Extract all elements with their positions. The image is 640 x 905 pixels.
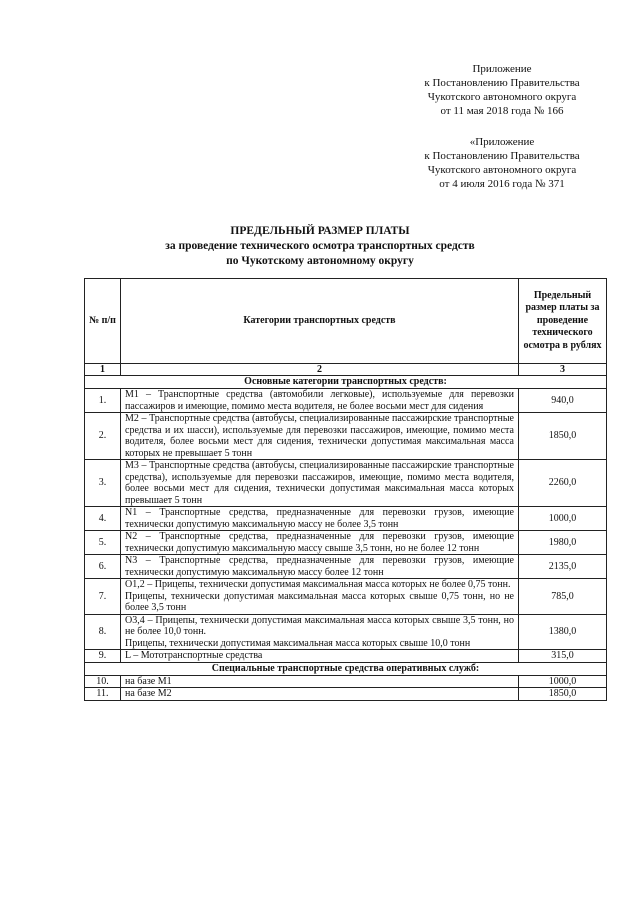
document-title — [0, 224, 640, 269]
table-row — [85, 413, 607, 460]
header-category: Категории транспортных средств — [121, 279, 519, 364]
row-category: N3 – Транспортные средства, предназначенные для перевозки грузов, имеющие технически допустимую максимальную массу более 12 тонн — [121, 555, 519, 579]
appendix-line: Чукотского автономного округа — [427, 91, 577, 103]
table-row — [85, 460, 607, 507]
column-index: 3 — [519, 364, 607, 376]
appendix-line: к Постановлению Правительства — [424, 77, 580, 89]
row-category-part: Прицепы, технически допустимая максимальная масса которых свыше 10,0 тонн — [125, 637, 471, 649]
appendix-line: к Постановлению Правительства — [424, 150, 580, 162]
column-index: 1 — [85, 364, 121, 376]
appendix-header-original — [402, 135, 602, 191]
column-index-row — [85, 364, 607, 376]
column-index: 2 — [121, 364, 519, 376]
section-row-special — [85, 662, 607, 675]
section-title: Специальные транспортные средства оперативных служб: — [85, 662, 607, 675]
fee-table — [84, 278, 607, 701]
appendix-line: «Приложение — [469, 136, 535, 148]
row-category — [121, 614, 519, 650]
section-row-main — [85, 376, 607, 389]
title-line: за проведение технического осмотра транспортных средств — [165, 240, 475, 252]
row-price: 2135,0 — [519, 555, 607, 579]
header-number: № п/п — [85, 279, 121, 364]
row-category-part: Прицепы, технически допустимая максимальная масса которых свыше 0,75 тонн, но не более 3,5 тонн — [125, 590, 514, 613]
table-row — [85, 688, 607, 701]
section-title: Основные категории транспортных средств: — [85, 376, 607, 389]
row-category: L – Мототранспортные средства — [121, 650, 519, 663]
row-number: 5. — [85, 531, 121, 555]
row-category: N1 – Транспортные средства, предназначенные для перевозки грузов, имеющие технически допустимую максимальную массу не более 3,5 тонн — [121, 507, 519, 531]
table-row — [85, 507, 607, 531]
row-number: 9. — [85, 650, 121, 663]
row-number: 1. — [85, 389, 121, 413]
row-category — [121, 579, 519, 615]
row-price: 2260,0 — [519, 460, 607, 507]
row-category: М2 – Транспортные средства (автобусы, специализированные пассажирские транспортные средства и их шасси), используемые для перевозки пассажиров, имеющие, помимо места водителя, более восьми мест для сидения, технически допустимая максимальная масса которых не превышает 5 тонн — [121, 413, 519, 460]
appendix-header-current — [402, 62, 602, 118]
row-category-part: О1,2 – Прицепы, технически допустимая максимальная масса которых не более 0,75 тонн. — [125, 579, 511, 590]
row-price: 1850,0 — [519, 688, 607, 701]
table-row — [85, 675, 607, 688]
row-number: 7. — [85, 579, 121, 615]
row-category: М3 – Транспортные средства (автобусы, специализированные пассажирские транспортные средства), используемые для перевозки пассажиров, имеющие, помимо места водителя, более восьми мест для сидения, технически допустимая максимальная масса которых превышает 5 тонн — [121, 460, 519, 507]
row-price: 940,0 — [519, 389, 607, 413]
appendix-date-line: от 4 июля 2016 года № 371 — [439, 178, 565, 190]
row-price: 785,0 — [519, 579, 607, 615]
appendix-line: Приложение — [472, 63, 532, 75]
table-header-row — [85, 279, 607, 364]
row-price: 1850,0 — [519, 413, 607, 460]
title-line: по Чукотскому автономному округу — [226, 255, 414, 267]
table-row — [85, 555, 607, 579]
row-category: на базе М1 — [121, 675, 519, 688]
row-number: 11. — [85, 688, 121, 701]
table-row — [85, 614, 607, 650]
row-price: 1980,0 — [519, 531, 607, 555]
header-price: Предельный размер платы за проведение технического осмотра в рублях — [519, 279, 607, 364]
table-row — [85, 650, 607, 663]
appendix-date-line: от 11 мая 2018 года № 166 — [440, 105, 564, 117]
table-row — [85, 389, 607, 413]
row-number: 8. — [85, 614, 121, 650]
appendix-line: Чукотского автономного округа — [427, 164, 577, 176]
row-price: 315,0 — [519, 650, 607, 663]
row-category-part: О3,4 – Прицепы, технически допустимая максимальная масса которых свыше 3,5 тонн, но не более 10,0 тонн. — [125, 614, 514, 637]
row-category: на базе М2 — [121, 688, 519, 701]
table-row — [85, 579, 607, 615]
row-category: М1 – Транспортные средства (автомобили легковые), используемые для перевозки пассажиров и имеющие, помимо места водителя, не более восьми мест для сидения — [121, 389, 519, 413]
table-row — [85, 531, 607, 555]
row-price: 1000,0 — [519, 675, 607, 688]
row-number: 10. — [85, 675, 121, 688]
row-category: N2 – Транспортные средства, предназначенные для перевозки грузов, имеющие технически допустимую максимальную массу свыше 3,5 тонн, но не более 12 тонн — [121, 531, 519, 555]
row-number: 2. — [85, 413, 121, 460]
row-number: 3. — [85, 460, 121, 507]
row-price: 1000,0 — [519, 507, 607, 531]
row-price: 1380,0 — [519, 614, 607, 650]
title-line: ПРЕДЕЛЬНЫЙ РАЗМЕР ПЛАТЫ — [230, 225, 410, 237]
row-number: 4. — [85, 507, 121, 531]
row-number: 6. — [85, 555, 121, 579]
